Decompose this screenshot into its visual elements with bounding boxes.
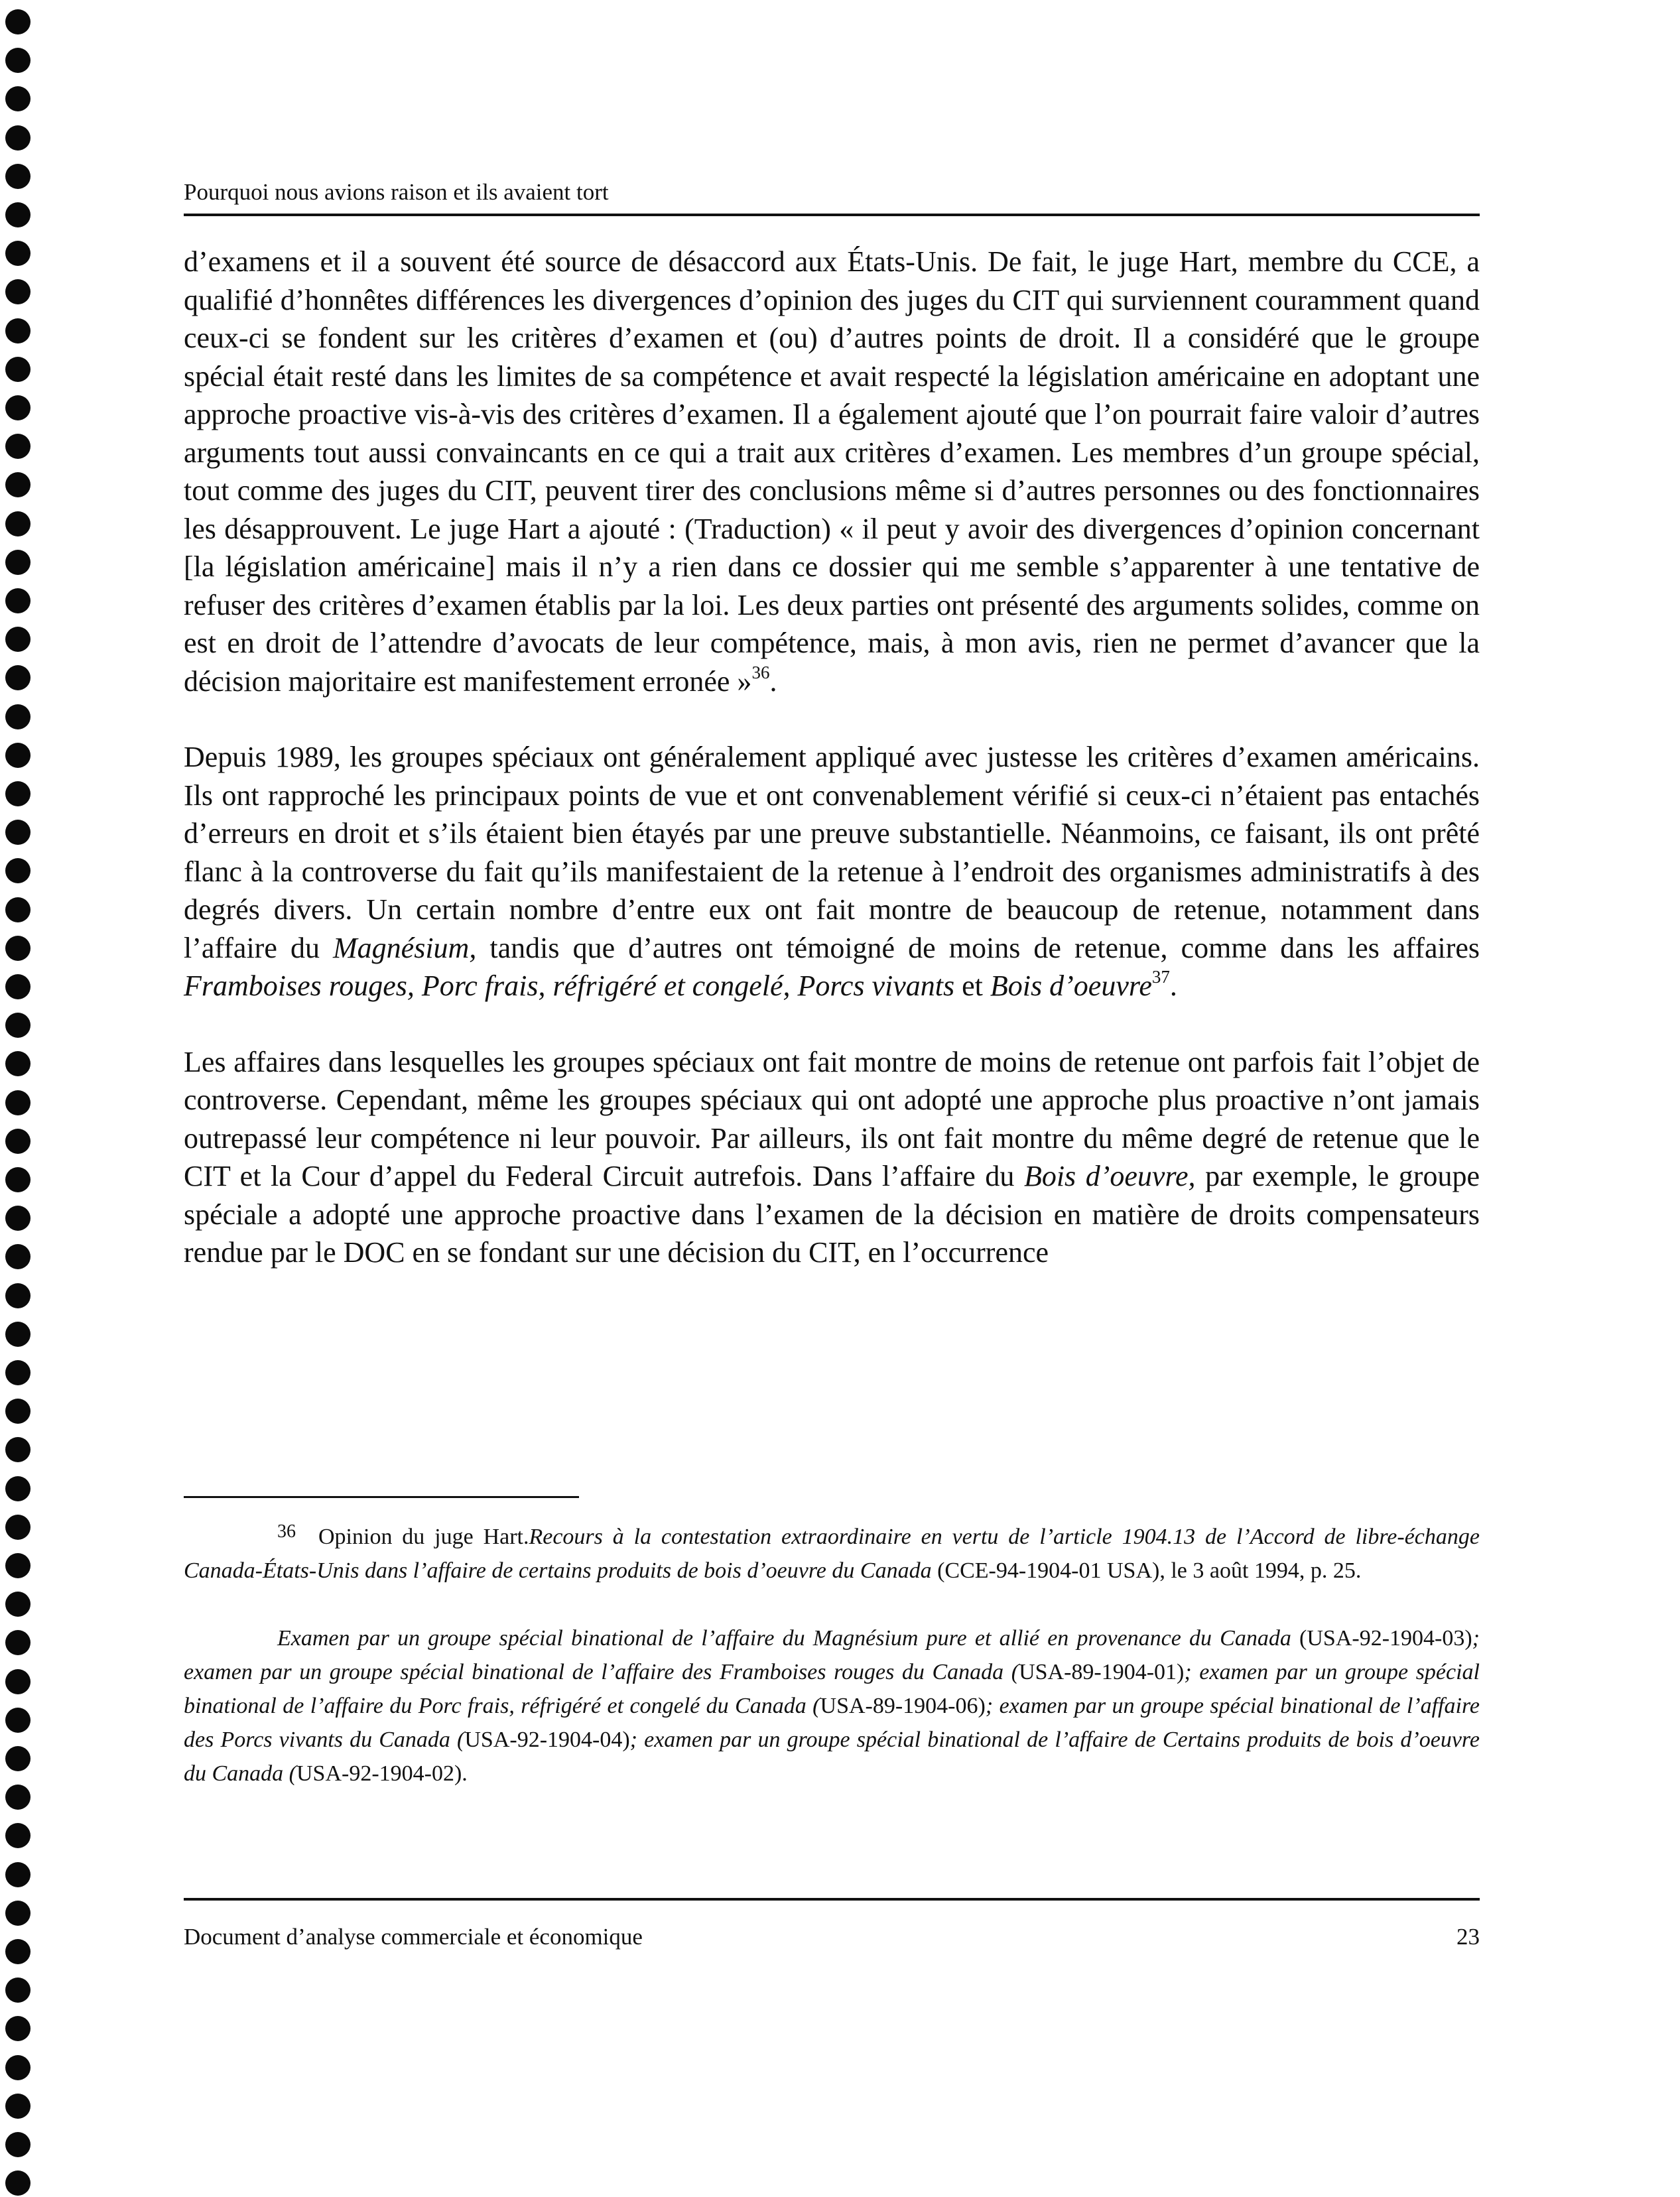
binder-hole [5,434,31,459]
header-rule [184,214,1480,216]
binder-hole [5,1206,31,1231]
binder-hole [5,550,31,575]
binder-hole [5,1515,31,1540]
binder-hole [5,1051,31,1076]
binder-hole [5,1630,31,1655]
binder-hole [5,1708,31,1733]
binder-hole [5,2055,31,2080]
binder-hole [5,1553,31,1578]
binder-hole [5,1244,31,1269]
body-text [184,243,1480,1272]
binder-hole [5,704,31,729]
footnotes [184,1520,1480,1790]
binder-hole [5,1901,31,1926]
binder-hole [5,86,31,111]
binder-hole [5,1129,31,1154]
binder-hole [5,2132,31,2157]
footnote-37: Examen par un groupe spécial binational de l’affaire du Magnésium pure et allié en provenance du Canada (USA-92-1904-03); examen par un groupe spécial binational de l’affaire des Framboises rouges du Canada (USA-89-1904-01); examen par un groupe spécial binational de l’affaire du Porc frais, réfrigéré et congelé du Canada (USA-89-1904-06); examen par un groupe spécial binational de l’affaire des Porcs vivants du Canada (USA-92-1904-04); examen par un groupe spécial binational de l’affaire de Certains produits de bois d’oeuvre du Canada (USA-92-1904-02). [184,1626,1480,1786]
binder-hole [5,1399,31,1424]
footnote-ref-37: 37 [1151,967,1170,987]
binder-hole [5,936,31,961]
binder-hole [5,1360,31,1385]
binder-hole [5,318,31,344]
running-footer [184,1922,1480,1952]
page-number: 23 [1456,1924,1480,1950]
footer-rule [184,1898,1480,1901]
binder-hole [5,395,31,420]
binder-hole [5,1746,31,1771]
binder-hole [5,1167,31,1192]
binder-hole [5,665,31,690]
case-names: Framboises rouges, Porc frais, réfrigéré et congelé, Porcs vivants [184,970,955,1002]
binder-hole [5,1322,31,1347]
binder-hole [5,279,31,304]
paragraph-2: Depuis 1989, les groupes spéciaux ont généralement appliqué avec justesse les critères d’examen américains. Ils ont rapproché les principaux points de vue et ont convenablement vérifié si ceux-ci n’étaient pas entachés d’erreurs en droit et s’ils étaient bien étayés par une preuve substantielle. Néanmoins, ce faisant, ils ont prêté flanc à la controverse du fait qu’ils manifestaient de la retenue à l’endroit des organismes administratifs à des degrés divers. Un certain nombre d’entre eux ont fait montre de beaucoup de retenue, notamment dans l’affaire du Magnésium, tandis que d’autres ont témoigné de moins de retenue, comme dans les affaires Framboises rouges, Porc frais, réfrigéré et congelé, Porcs vivants et Bois d’oeuvre$^{37}$. [184,741,1480,1002]
running-header: Pourquoi nous avions raison et ils avaient tort [184,179,609,205]
binder-hole [5,125,31,151]
binder-hole [5,48,31,73]
binder-hole [5,357,31,382]
paragraph-3: Les affaires dans lesquelles les groupes spéciaux ont fait montre de moins de retenue ont parfois fait l’objet de controverse. Cependant, même les groupes spéciaux qui ont adopté une approche plus proactive n’ont jamais outrepassé leur compétence ni leur pouvoir. Par ailleurs, ils ont fait montre du même degré de retenue que le CIT et la Cour d’appel du Federal Circuit autrefois. Dans l’affaire du Bois d’oeuvre, par exemple, le groupe spéciale a adopté une approche proactive dans l’examen de la décision en matière de droits compensateurs rendue par le DOC en se fondant sur une décision du CIT, en l’occurrence [184,1045,1480,1269]
binder-hole [5,2094,31,2119]
binder-hole [5,1785,31,1810]
binder-hole [5,164,31,189]
footer-title: Document d’analyse commerciale et économique [184,1924,643,1950]
binder-hole [5,1283,31,1308]
binder-hole [5,9,31,34]
binder-hole [5,1823,31,1848]
binder-hole [5,472,31,497]
footnote-36: 36 Opinion du juge Hart.Recours à la contestation extraordinaire en vertu de l’article 1904.13 de l’Accord de libre-échange Canada-États-Unis dans l’affaire de certains produits de bois d’oeuvre du Canada (CCE-94-1904-01 USA), le 3 août 1994, p. 25. [184,1521,1480,1583]
binder-hole [5,1437,31,1462]
binder-hole [5,1476,31,1501]
binder-hole [5,511,31,536]
case-name: Bois d’oeuvre [990,970,1152,1002]
binder-hole [5,2170,31,2196]
binder-hole [5,1939,31,1964]
paragraph-1: d’examens et il a souvent été source de désaccord aux États-Unis. De fait, le juge Hart, membre du CCE, a qualifié d’honnêtes différences les divergences d’opinion des juges du CIT qui surviennent couramment quand ceux-ci se fondent sur les critères d’examen et (ou) d’autres points de droit. Il a considéré que le groupe spécial était resté dans les limites de sa compétence et avait respecté la législation américaine en adoptant une approche proactive vis-à-vis des critères d’examen. Il a également ajouté que l’on pourrait faire valoir d’autres arguments tout aussi convaincants en ce qui a trait aux critères d’examen. Les membres d’un groupe spécial, tout comme des juges du CIT, peuvent tirer des conclusions même si d’autres personnes ou des fonctionnaires les désapprouvent. Le juge Hart a ajouté : (Traduction) « il peut y avoir des divergences d’opinion concernant [la législation américaine] mais il n’y a rien dans ce dossier qui me semble s’apparenter à une tentative de refuser des critères d’examen établis par la loi. Les deux parties ont présenté des arguments solides, comme on est en droit de l’attendre d’avocats de leur compétence, mais, à mon avis, rien ne permet d’avancer que la décision majoritaire est manifestement erronée »$^{36}$. [184,245,1480,698]
binder-hole [5,820,31,845]
binder-hole [5,1977,31,2003]
footnote-separator [184,1496,579,1498]
binder-hole [5,743,31,768]
binder-hole [5,2016,31,2041]
binder-hole [5,627,31,652]
binder-hole [5,202,31,227]
binder-hole [5,858,31,883]
binder-hole [5,781,31,806]
footnote-ref-36: 36 [751,662,770,682]
binder-hole [5,1862,31,1887]
binder-hole [5,1013,31,1038]
binder-hole [5,588,31,613]
binder-hole [5,897,31,922]
case-name: Magnésium, [333,931,477,964]
binder-hole [5,1592,31,1617]
binder-hole [5,974,31,999]
case-name: Bois d’oeuvre, [1023,1160,1196,1192]
binder-holes [0,0,40,2197]
binder-hole [5,241,31,266]
binder-hole [5,1090,31,1115]
binder-hole [5,1669,31,1694]
